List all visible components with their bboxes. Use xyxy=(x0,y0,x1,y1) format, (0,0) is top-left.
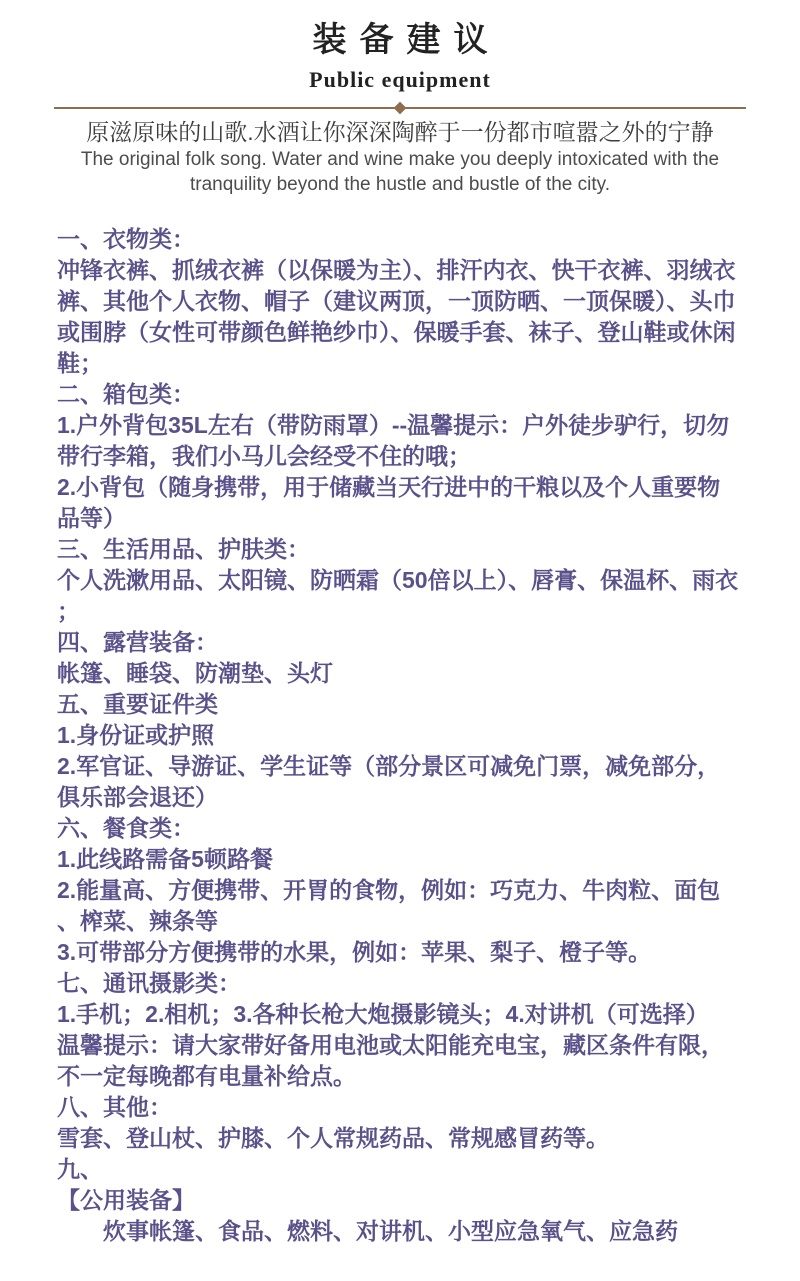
equipment-paragraph: 1.户外背包35L左右（带防雨罩）--温馨提示：户外徒步驴行，切勿带行李箱，我们小马儿会经受不住的哦； xyxy=(57,412,730,469)
header-divider xyxy=(54,101,746,114)
equipment-paragraph: 一、衣物类： xyxy=(57,226,195,252)
equipment-paragraph: 雪套、登山杖、护膝、个人常规药品、常规感冒药等。 xyxy=(57,1125,609,1151)
equipment-paragraph: 温馨提示：请大家带好备用电池或太阳能充电宝，藏区条件有限，不一定每晚都有电量补给点。 xyxy=(57,1032,724,1089)
equipment-paragraph: 九、 xyxy=(57,1156,103,1182)
equipment-paragraph: 四、露营装备： xyxy=(57,629,218,655)
equipment-paragraph: 五、重要证件类 xyxy=(57,691,218,717)
page-title: 装备建议 xyxy=(312,21,501,59)
tagline-english: The original folk song. Water and wine make you deeply intoxicated with the tranquility beyond the hustle and bustle of the city. xyxy=(80,149,720,195)
page-subtitle: Public equipment xyxy=(309,67,491,92)
equipment-paragraph: 六、餐食类： xyxy=(57,815,195,841)
equipment-paragraph: 帐篷、睡袋、防潮垫、头灯 xyxy=(57,660,333,686)
equipment-paragraph: 二、箱包类： xyxy=(57,381,195,407)
equipment-paragraph: 个人洗漱用品、太阳镜、防晒霜（50倍以上）、唇膏、保温杯、雨衣； xyxy=(57,567,739,624)
document-header xyxy=(0,22,800,197)
equipment-paragraph: 3.可带部分方便携带的水果，例如：苹果、梨子、橙子等。 xyxy=(57,939,652,965)
equipment-paragraph: 2.能量高、方便携带、开胃的食物，例如：巧克力、牛肉粒、面包、榨菜、辣条等 xyxy=(57,877,721,934)
equipment-paragraph: 八、其他： xyxy=(57,1094,172,1120)
equipment-paragraph: 七、通讯摄影类： xyxy=(57,970,241,996)
equipment-list xyxy=(57,224,743,1247)
equipment-paragraph: 2.小背包（随身携带，用于储藏当天行进中的干粮以及个人重要物品等） xyxy=(57,474,721,531)
equipment-paragraph: 【公用装备】 xyxy=(57,1187,195,1213)
equipment-paragraph: 1.身份证或护照 xyxy=(57,722,215,748)
equipment-paragraph: 冲锋衣裤、抓绒衣裤（以保暖为主）、排汗内衣、快干衣裤、羽绒衣裤、其他个人衣物、帽子（建议两顶，一顶防晒、一顶保暖）、头巾或围脖（女性可带颜色鲜艳纱巾）、保暖手套、袜子、登山鞋或休闲鞋； xyxy=(57,257,736,376)
equipment-paragraph: 炊事帐篷、食品、燃料、对讲机、小型应急氧气、应急药 xyxy=(103,1218,678,1244)
tagline-chinese: 原滋原味的山歌.水酒让你深深陶醉于一份都市喧嚣之外的宁静 xyxy=(86,119,714,145)
equipment-paragraph: 三、生活用品、护肤类： xyxy=(57,536,310,562)
equipment-advice-document xyxy=(0,22,800,1281)
equipment-paragraph: 2.军官证、导游证、学生证等（部分景区可减免门票，减免部分，俱乐部会退还） xyxy=(57,753,721,810)
equipment-paragraph: 1.手机；2.相机；3.各种长枪大炮摄影镜头；4.对讲机（可选择） xyxy=(57,1001,709,1027)
diamond-ornament-icon xyxy=(394,101,407,114)
equipment-paragraph: 1.此线路需备5顿路餐 xyxy=(57,846,273,872)
